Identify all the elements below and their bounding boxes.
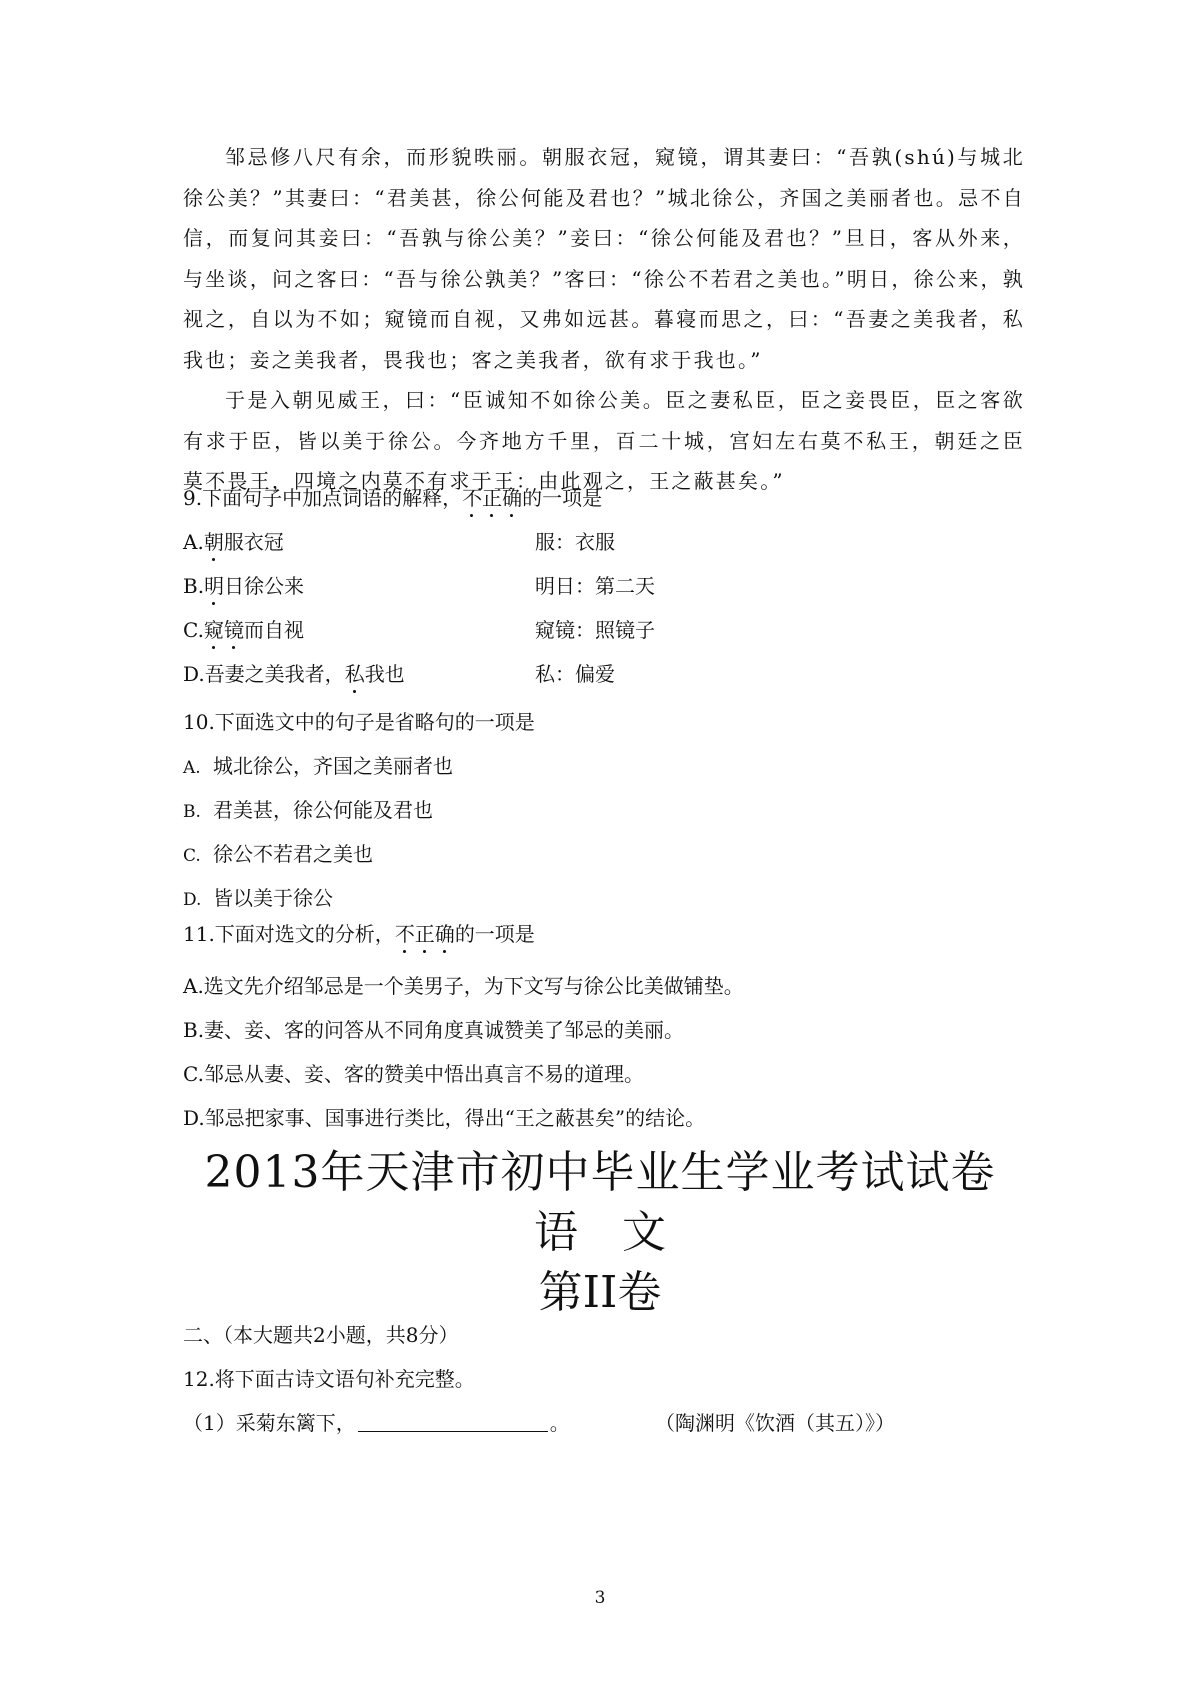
question-9-stem: 9.下面句子中加点词语的解释，不正确 的一项是 [183, 482, 602, 511]
question-12-stem: 12.将下面古诗文语句补充完整。 [183, 1367, 475, 1391]
question-9-option-a-gloss: 服：衣服 [535, 530, 615, 554]
question-12-item-1-source: （陶渊明《饮酒（其五）》） [655, 1411, 895, 1435]
passage-paragraph-2: 于是入朝见威王，曰：“臣诚知不如徐公美。臣之妻私臣，臣之妾畏臣，臣之客欲有求于臣，皆以美于徐公。今齐地方千里，百二十城，宫妇左右莫不私王，朝廷之臣莫不畏王，四境之内莫不有求于王：由此观之，王之蔽甚矣。” [183, 388, 1025, 493]
question-11-option-d: D.邹忌把家事、国事进行类比，得出“王之蔽甚矣”的结论。 [183, 1106, 706, 1130]
exam-title: 2013年天津市初中毕业生学业考试试卷 [204, 1147, 996, 1198]
emphasis-dotted-text: 不正确 [462, 486, 522, 510]
question-11-option-a: A.选文先介绍邹忌是一个美男子，为下文写与徐公比美做铺垫。 [183, 974, 744, 998]
question-9-option-d: D.吾妻之美我者，私 我也 [183, 658, 405, 687]
question-10-option-c: C. 徐公不若君之美也 [183, 842, 373, 866]
question-9-option-c: C.窥镜 而自视 [183, 614, 304, 643]
question-11-option-b: B.妻、妾、客的问答从不同角度真诚赞美了邹忌的美丽。 [183, 1018, 685, 1042]
question-10-option-b: B. 君美甚，徐公何能及君也 [183, 798, 433, 822]
question-12-item-1: （1）采菊东篱下， 。 [183, 1411, 570, 1435]
question-10-option-d: D. 皆以美于徐公 [183, 886, 333, 910]
question-11-option-c: C.邹忌从妻、妾、客的赞美中悟出真言不易的道理。 [183, 1062, 644, 1086]
section-2-header: 二、（本大题共2小题，共8分） [183, 1323, 459, 1347]
subject-title: 语 文 [534, 1207, 666, 1258]
question-9-option-c-gloss: 窥镜：照镜子 [535, 618, 655, 642]
question-10-stem: 10.下面选文中的句子是省略句的一项是 [183, 710, 535, 734]
passage-paragraph-1: 邹忌修八尺有余，而形貌昳丽。朝服衣冠，窥镜，谓其妻曰：“吾孰(shú)与城北徐公美？”其妻曰：“君美甚，徐公何能及君也？”城北徐公，齐国之美丽者也。忌不自信，而复问其妾曰：“吾孰与徐公美？”妾曰：“徐公何能及君也？”旦日，客从外来，与坐谈，问之客曰：“吾与徐公孰美？”客曰：“徐公不若君之美也。”明日，徐公来，孰视之，自以为不如；窥镜而自视，又弗如远甚。暮寝而思之，曰：“吾妻之美我者，私我也；妾之美我者，畏我也；客之美我者，欲有求于我也。” [183, 145, 1025, 372]
classical-passage [183, 137, 1025, 502]
question-9-option-b-gloss: 明日：第二天 [535, 574, 655, 598]
question-9-option-a: A.朝 服衣冠 [183, 526, 284, 555]
volume-title: 第II卷 [538, 1267, 662, 1318]
page-number: 3 [594, 1588, 606, 1608]
answer-blank[interactable] [358, 1411, 548, 1432]
question-9-option-b: B.明 日徐公来 [183, 570, 304, 599]
emphasis-dotted-text: 不正确 [395, 922, 455, 946]
question-9-option-d-gloss: 私：偏爱 [535, 662, 615, 686]
question-11-stem: 11.下面对选文的分析，不正确 的一项是 [183, 918, 535, 947]
question-10-option-a: A. 城北徐公，齐国之美丽者也 [183, 754, 453, 778]
